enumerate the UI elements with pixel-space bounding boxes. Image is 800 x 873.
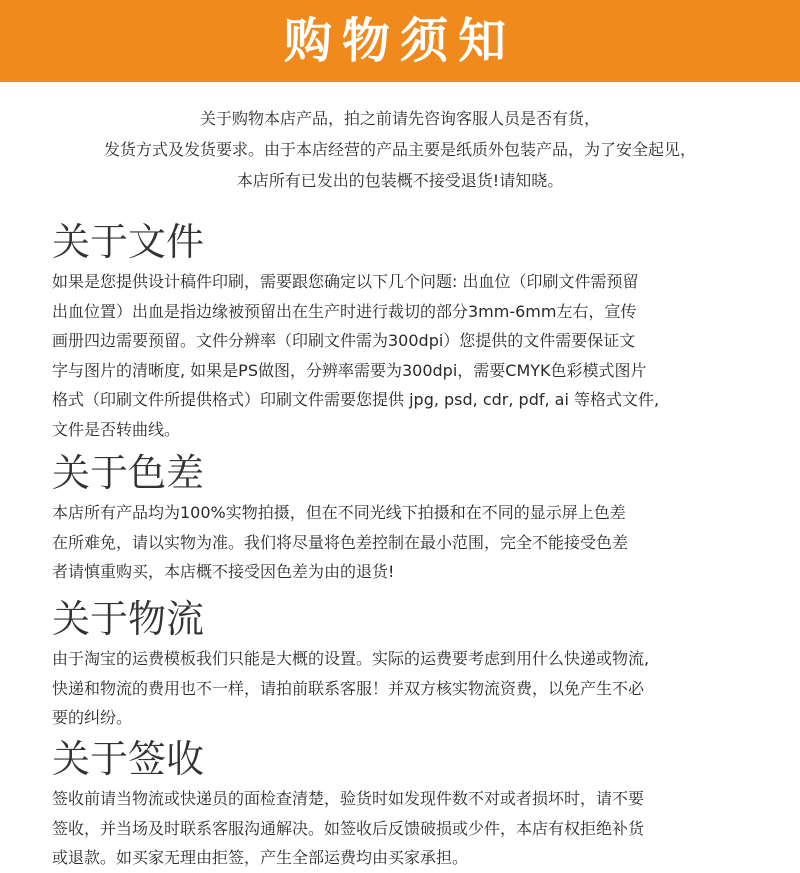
intro-notice [0, 103, 800, 196]
section-logistics [52, 596, 772, 733]
paragraph-line: 在所难免，请以实物为准。我们将尽量将色差控制在最小范围，完全不能接受色差 [52, 532, 629, 552]
section-body [52, 784, 772, 873]
paragraph-line: 快递和物流的费用也不一样，请拍前联系客服！并双方核实物流资费，以免产生不必 [52, 678, 645, 698]
paragraph-line: 文件是否转曲线。 [52, 419, 181, 439]
section-body [52, 267, 772, 444]
section-files [52, 219, 772, 444]
section-title: 关于物流 [52, 597, 205, 641]
page-title: 购物须知 [283, 13, 516, 69]
paragraph-line: 由于淘宝的运费模板我们只能是大概的设置。实际的运费要考虑到用什么快递或物流, [52, 649, 650, 668]
section-title: 关于文件 [52, 220, 205, 264]
paragraph-line: 格式（印刷文件所提供格式）印刷文件需要您提供 jpg, psd, cdr, pdf, ai 等格式文件, [52, 390, 660, 409]
paragraph-line: 或退款。如买家无理由拒签，产生全部运费均由买家承担。 [52, 848, 469, 867]
paragraph-line: 签收前请当物流或快递员的面检查清楚，验货时如发现件数不对或者损坏时，请不要 [52, 789, 645, 808]
paragraph-line: 本店所有产品均为100%实物拍摄，但在不同光线下拍摄和在不同的显示屏上色差 [52, 503, 626, 522]
paragraph-line: 要的纠纷。 [52, 708, 133, 727]
paragraph-line: 如果是您提供设计稿件印刷，需要跟您确定以下几个问题: 出血位（印刷文件需预留 [52, 272, 639, 291]
section-title: 关于色差 [52, 451, 205, 495]
header-banner [0, 0, 800, 82]
section-body [52, 644, 772, 733]
intro-line: 本店所有已发出的包装概不接受退货!请知晓。 [236, 171, 564, 190]
section-signing [52, 736, 772, 873]
section-title: 关于签收 [52, 737, 205, 781]
intro-line: 发货方式及发货要求。由于本店经营的产品主要是纸质外包装产品，为了安全起见， [103, 140, 696, 159]
section-color-difference [52, 450, 772, 587]
paragraph-line: 出血位置）出血是指边缘被预留出在生产时进行裁切的部分3mm-6mm左右，宣传 [52, 301, 637, 321]
paragraph-line: 签收，并当场及时联系客服沟通解决。如签收后反馈破损或少件，本店有权拒绝补货 [52, 818, 645, 838]
intro-line: 关于购物本店产品，拍之前请先咨询客服人员是否有货， [199, 109, 600, 128]
paragraph-line: 字与图片的清晰度, 如果是PS做图，分辨率需要为300dpi，需要CMYK色彩模式图片 [52, 360, 647, 380]
paragraph-line: 画册四边需要预留。文件分辨率（印刷文件需为300dpi）您提供的文件需要保证文 [52, 331, 636, 350]
paragraph-line: 者请慎重购买，本店概不接受因色差为由的退货! [52, 562, 395, 581]
section-body [52, 498, 772, 587]
